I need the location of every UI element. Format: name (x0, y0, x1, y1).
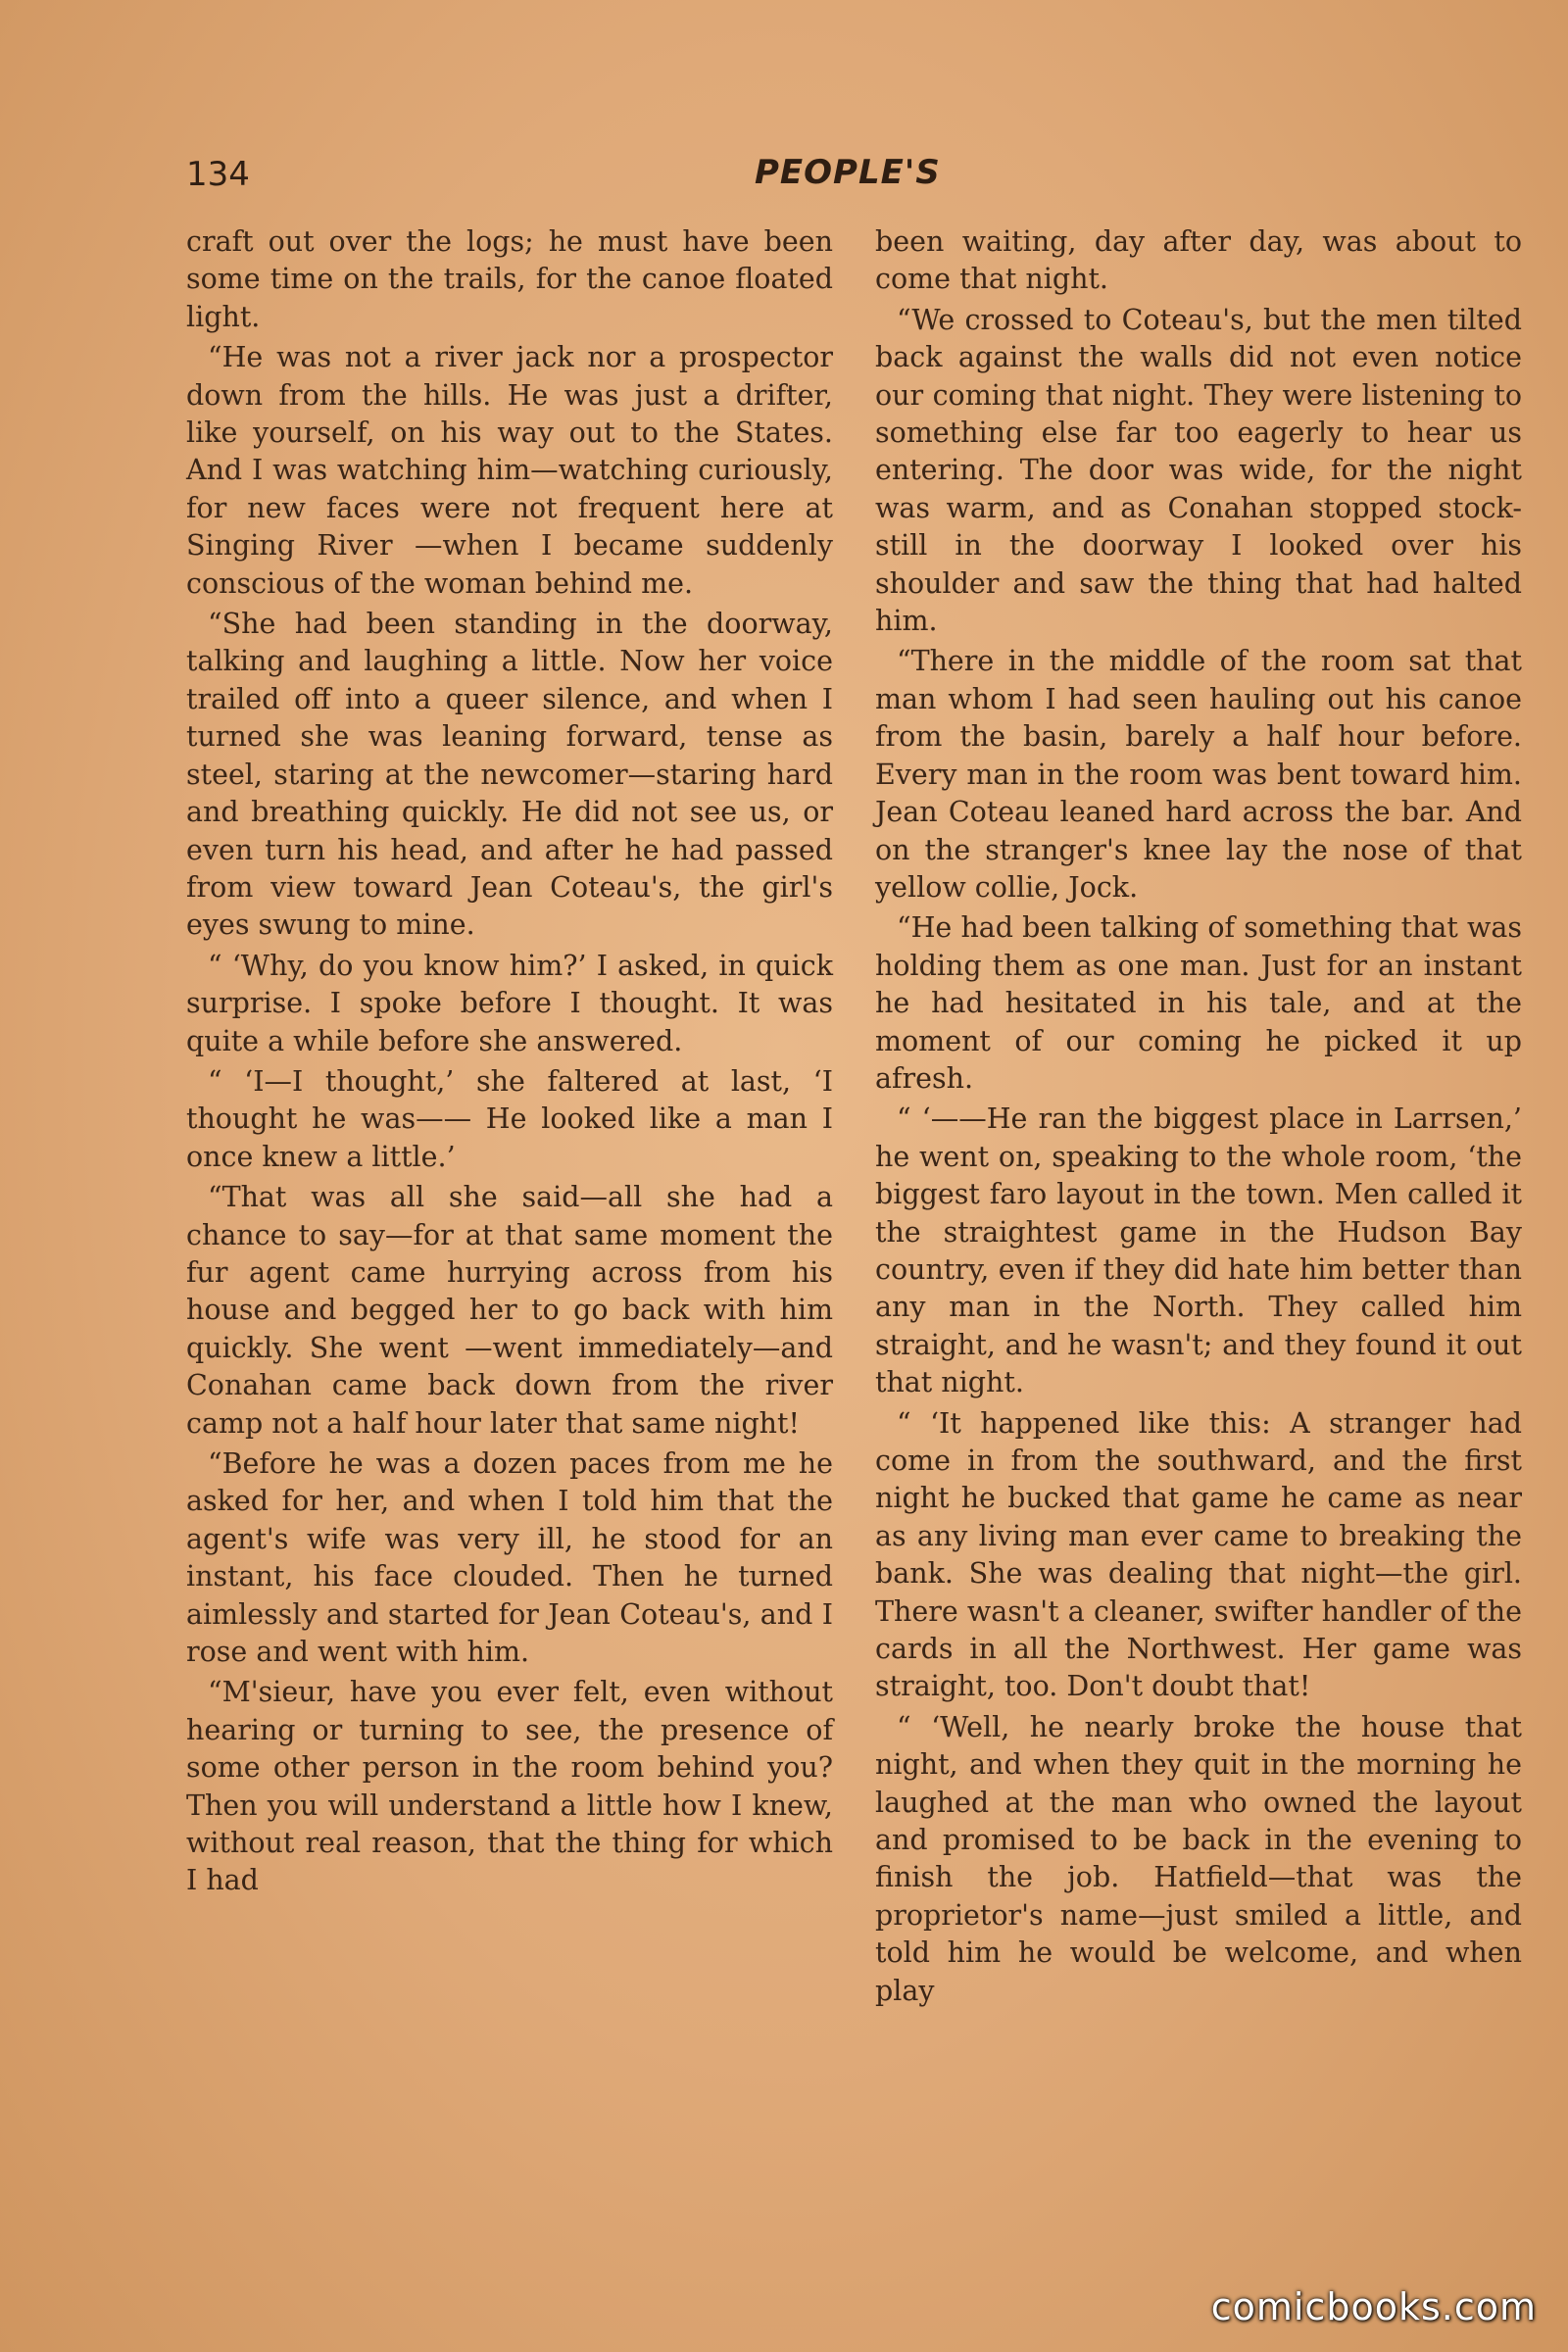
paragraph: “ ‘Well, he nearly broke the house that night, and when they quit in the morning he laughed at the man who owned the layout and promised to be back in the evening to finish the job. Hatfield—that was the proprietor's name—just smiled a little, and told him he would be welcome, and when play (875, 1710, 1522, 2007)
running-title: PEOPLE'S (755, 153, 941, 192)
watermark: comicbooks.com (1210, 2285, 1537, 2328)
paragraph: been waiting, day after day, was about to come that night. (875, 225, 1522, 296)
right-text-column (875, 223, 1522, 2013)
paragraph: “That was all she said—all she had a chance to say—for at that same moment the fur agent came hurrying across from his house and begged her to go back with him quickly. She went —went immediately—and Conahan came back down from the river camp not a half hour later that same night! (186, 1181, 833, 1440)
paragraph: “We crossed to Coteau's, but the men tilted back against the walls did not even notice our coming that night. They were listening to something else far too eagerly to hear us entering. The door was wide, for the night was warm, and as Conahan stopped stock-still in the doorway I looked over his shoulder and saw the thing that had halted him. (875, 303, 1522, 638)
paragraph: “He was not a river jack nor a prospector down from the hills. He was just a drifter, like yourself, on his way out to the States. And I was watching him—watching curiously, for new faces were not frequent here at Singing River —when I became suddenly conscious of the woman behind me. (186, 341, 833, 600)
paragraph: craft out over the logs; he must have been some time on the trails, for the canoe floated light. (186, 225, 833, 333)
paragraph: “ ‘I—I thought,’ she faltered at last, ‘I thought he was—— He looked like a man I once knew a little.’ (186, 1064, 833, 1173)
paragraph: “ ‘Why, do you know him?’ I asked, in quick surprise. I spoke before I thought. It was quite a while before she answered. (186, 949, 833, 1057)
paragraph: “He had been talking of something that was holding them as one man. Just for an instant he had hesitated in his tale, and at the moment of our coming he picked it up afresh. (875, 911, 1522, 1095)
page-number: 134 (186, 155, 250, 194)
paragraph: “M'sieur, have you ever felt, even without hearing or turning to see, the presence of some other person in the room behind you? Then you will understand a little how I knew, without real reason, that the thing for which I had (186, 1676, 833, 1897)
page-header (186, 147, 1515, 206)
paragraph: “Before he was a dozen paces from me he asked for her, and when I told him that the agent's wife was very ill, he stood for an instant, his face clouded. Then he turned aimlessly and started for Jean Coteau's, and I rose and went with him. (186, 1447, 833, 1669)
paragraph: “ ‘It happened like this: A stranger had come in from the southward, and the first night he bucked that game he came as near as any living man ever came to breaking the bank. She was dealing that night—the girl. There wasn't a cleaner, swifter handler of the cards in all the Northwest. Her game was straight, too. Don't doubt that! (875, 1406, 1522, 1703)
paragraph: “There in the middle of the room sat that man whom I had seen hauling out his canoe from the basin, barely a half hour before. Every man in the room was bent toward him. Jean Coteau leaned hard across the bar. And on the stranger's knee lay the nose of that yellow collie, Jock. (875, 645, 1522, 904)
paragraph: “ ‘——He ran the biggest place in Larrsen,’ he went on, speaking to the whole room, ‘the biggest faro layout in the town. Men called it the straightest game in the Hudson Bay country, even if they did hate him better than any man in the North. They called him straight, and he wasn't; and they found it out that night. (875, 1102, 1522, 1399)
left-text-column (186, 223, 833, 1903)
paragraph: “She had been standing in the doorway, talking and laughing a little. Now her voice trailed off into a queer silence, and when I turned she was leaning forward, tense as steel, staring at the newcomer—staring hard and breathing quickly. He did not see us, or even turn his head, and after he had passed from view toward Jean Coteau's, the girl's eyes swung to mine. (186, 608, 833, 942)
